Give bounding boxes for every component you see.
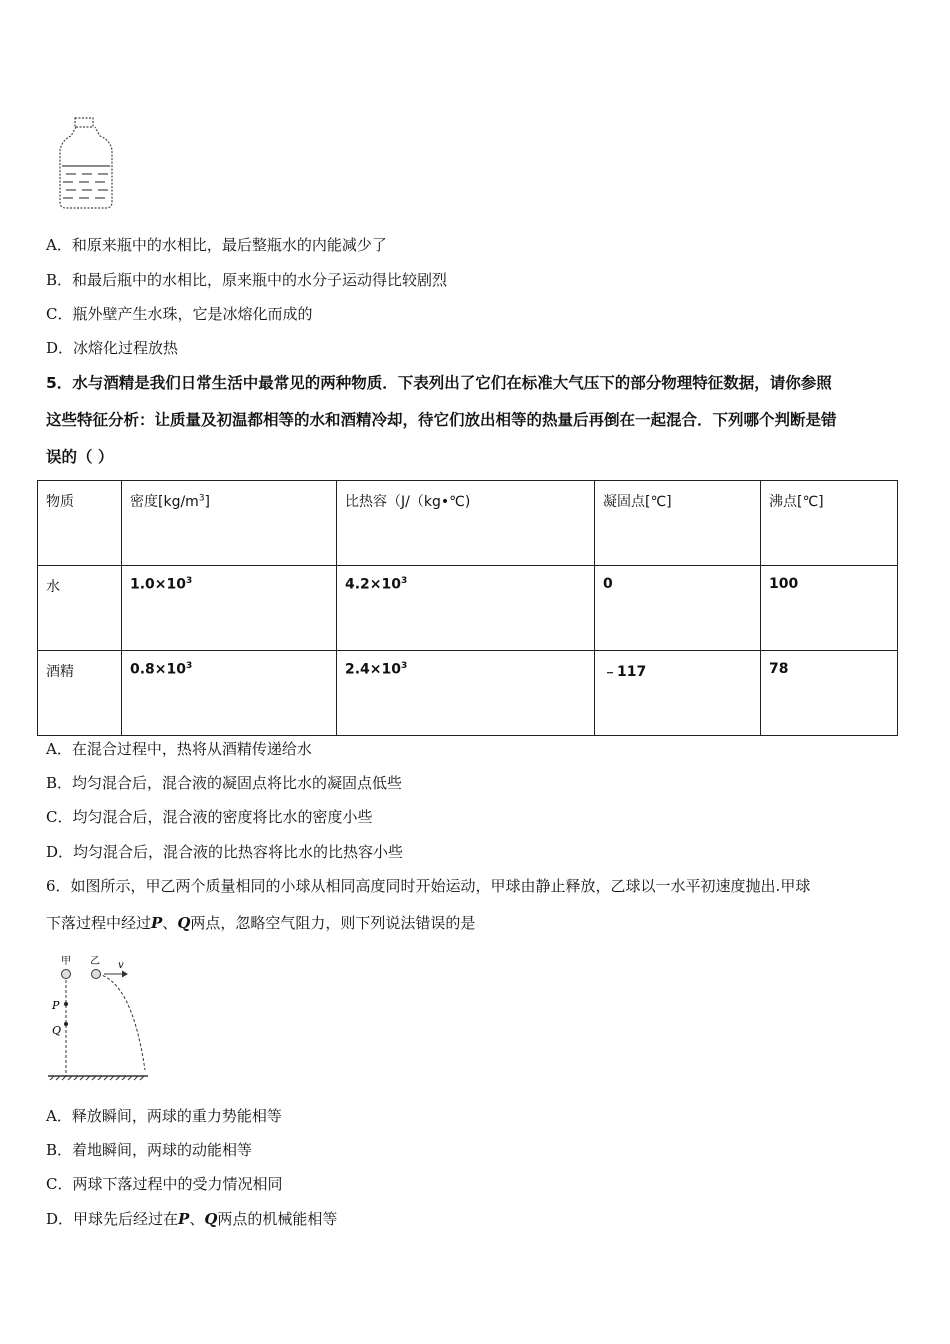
label-point-q: Q (52, 1024, 62, 1037)
cell-density: $1.0\times 10^3$ (122, 566, 337, 651)
q4-option-b: B．和最后瓶中的水相比，原来瓶中的水分子运动得比较剧烈 (46, 271, 448, 289)
cell-boiling-point: 78 (761, 651, 898, 736)
cell-freezing-point: ﹣117 (595, 651, 761, 736)
q6-option-c: C．两球下落过程中的受力情况相同 (46, 1175, 283, 1193)
q5-option-d: D．均匀混合后，混合液的比热容将比水的比热容小些 (46, 843, 404, 861)
header-substance: 物质 (38, 481, 122, 566)
q4-option-d: D．冰熔化过程放热 (46, 339, 179, 357)
bottle-figure (54, 114, 120, 214)
q6-stem-line-1: 6．如图所示，甲乙两个质量相同的小球从相同高度同时开始运动，甲球由静止释放，乙球以一水平初速度抛出.甲球 (46, 877, 811, 895)
cell-specific-heat: $4.2\times 10^3$ (337, 566, 595, 651)
q6-stem-line-2: 下落过程中经过P、Q两点，忽略空气阻力，则下列说法错误的是 (46, 914, 476, 932)
projectile-figure (44, 952, 154, 1082)
table-row (38, 566, 898, 651)
header-freezing-point: 凝固点[℃] (595, 481, 761, 566)
table-row (38, 651, 898, 736)
q5-option-c: C．均匀混合后，混合液的密度将比水的密度小些 (46, 808, 373, 826)
properties-table (37, 480, 898, 736)
header-density: 密度$[kg/m^3]$ (122, 481, 337, 566)
header-specific-heat: 比热容（J/（kg•℃) (337, 481, 595, 566)
q6-option-d: D．甲球先后经过在P、Q两点的机械能相等 (46, 1210, 338, 1228)
q5-option-b: B．均匀混合后，混合液的凝固点将比水的凝固点低些 (46, 774, 403, 792)
cell-substance: 水 (38, 566, 122, 651)
q5-stem-line-2: 这些特征分析：让质量及初温都相等的水和酒精冷却，待它们放出相等的热量后再倒在一起混合．下列哪个判断是错 (46, 411, 837, 429)
cell-freezing-point: 0 (595, 566, 761, 651)
q5-stem-line-1: 5．水与酒精是我们日常生活中最常见的两种物质．下表列出了它们在标准大气压下的部分物理特征数据，请你参照 (46, 374, 832, 392)
cell-density: $0.8\times 10^3$ (122, 651, 337, 736)
q6-option-b: B．着地瞬间，两球的动能相等 (46, 1141, 253, 1159)
q4-option-a: A．和原来瓶中的水相比，最后整瓶水的内能减少了 (46, 236, 387, 254)
q4-option-c: C．瓶外壁产生水珠，它是冰熔化而成的 (46, 305, 313, 323)
label-velocity: v (118, 960, 124, 971)
q5-stem-line-3: 误的（ ） (46, 448, 114, 466)
header-boiling-point: 沸点[℃] (761, 481, 898, 566)
label-yi: 乙 (90, 956, 100, 967)
label-point-p: P (52, 999, 60, 1012)
cell-specific-heat: $2.4\times 10^3$ (337, 651, 595, 736)
label-jia: 甲 (61, 956, 71, 967)
q5-option-a: A．在混合过程中，热将从酒精传递给水 (46, 740, 312, 758)
cell-substance: 酒精 (38, 651, 122, 736)
cell-boiling-point: 100 (761, 566, 898, 651)
table-header-row (38, 481, 898, 566)
q6-option-a: A．释放瞬间，两球的重力势能相等 (46, 1107, 282, 1125)
